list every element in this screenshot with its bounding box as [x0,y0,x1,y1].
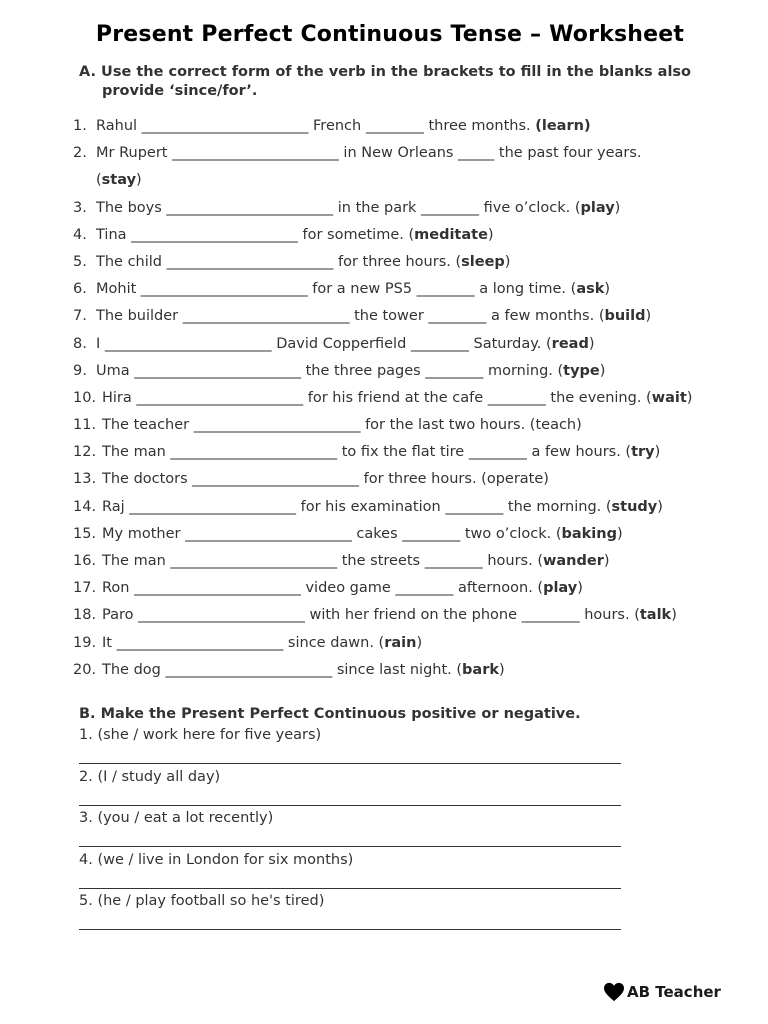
question-number: 14. [73,498,97,515]
question-verb: study [611,498,658,515]
exercise-item [79,892,639,934]
question-text: Rahul _______________________ French ________ three months. [96,118,536,134]
question-list [73,113,753,684]
question-text: The child _______________________ for three hours. ( [96,253,462,270]
question-item [73,657,753,684]
question-item [73,195,753,222]
exercise-prompt: 3. (you / eat a lot recently) [79,810,274,827]
question-text: The builder _______________________ the tower ________ a few months. ( [96,308,605,325]
question-bracket-close: ) [603,553,610,569]
exercise-item [79,726,639,768]
answer-line[interactable] [79,805,621,806]
question-item [73,602,753,629]
question-bracket-close: ) [645,308,652,325]
question-item [73,412,753,439]
question-item [73,222,753,249]
question-number: 17. [73,580,97,597]
section-a-heading [79,63,729,101]
question-text: The dog _______________________ since last night. ( [102,661,463,678]
section-a-heading-line1: A. Use the correct form of the verb in the brackets to fill in the blanks also [79,64,692,80]
question-continuation [73,167,753,194]
answer-line[interactable] [79,929,621,930]
question-bracket-close: ) [416,634,423,651]
question-number: 2. [73,145,87,162]
question-item [73,113,753,140]
question-bracket-close: ) [616,525,623,542]
exercise-b-list [79,726,639,934]
question-verb: meditate [414,226,488,243]
question-verb: play [543,580,578,597]
question-verb: play [580,199,615,216]
question-item [73,303,753,330]
question-item [73,140,753,167]
question-verb: try [631,444,655,461]
question-number: 13. [73,471,97,488]
question-item [73,439,753,466]
question-verb: sleep [461,253,505,270]
question-bracket-close: ) [604,281,611,298]
question-text: Mr Rupert _______________________ in New Orleans _____ the past four years. [96,145,642,162]
exercise-prompt: 4. (we / live in London for six months) [79,851,354,868]
answer-line[interactable] [79,846,621,847]
question-bracket-close: ) [657,498,663,515]
question-bracket-close: ) [136,172,142,189]
question-verb: baking [561,525,617,542]
footer-brand [603,982,721,1002]
question-item [73,466,753,493]
question-item [73,521,753,548]
question-item [73,276,753,303]
question-item [73,331,753,358]
question-bracket-close: ) [599,362,606,379]
question-bracket-close: ) [686,389,693,406]
question-number: 7. [73,308,87,325]
question-text: The man _______________________ the streets ________ hours. ( [102,553,543,569]
section-a-heading-line2: provide ‘since/for’. [102,83,258,99]
question-item [73,494,753,521]
question-bracket-close: ) [504,253,511,270]
question-verb: stay [101,172,137,189]
question-text: Paro _______________________ with her friend on the phone ________ hours. ( [102,607,640,624]
question-text: I _______________________ David Copperfield ________ Saturday. ( [96,335,552,352]
question-number: 19. [73,634,97,651]
question-number: 9. [73,362,87,379]
question-item [73,575,753,602]
exercise-prompt: 1. (she / work here for five years) [79,727,322,743]
question-number: 6. [73,281,87,298]
question-item [73,548,753,575]
question-verb: build [604,308,646,325]
question-number: 5. [73,253,87,270]
question-verb: read [551,335,589,352]
question-bracket-close: ) [577,580,583,597]
question-verb: rain [384,634,417,651]
question-number: 11. [73,417,97,434]
question-number: 12. [73,444,97,461]
question-text: The doctors _______________________ for three hours. (operate) [102,471,549,488]
exercise-item [79,768,639,810]
question-bracket-open: ( [96,172,102,189]
heart-icon [603,982,625,1002]
question-number: 20. [73,661,97,678]
question-number: 16. [73,553,97,569]
answer-line[interactable] [79,763,621,764]
question-verb: type [563,362,600,379]
question-verb: talk [639,607,672,624]
question-bracket-close: ) [588,335,595,352]
exercise-prompt: 5. (he / play football so he's tired) [79,893,325,910]
question-text: Raj _______________________ for his examination ________ the morning. ( [102,498,612,515]
exercise-item [79,851,639,893]
exercise-prompt: 2. (I / study all day) [79,768,221,785]
question-bracket-close: ) [671,607,677,624]
question-item [73,249,753,276]
question-text: Uma _______________________ the three pages ________ morning. ( [96,362,564,379]
question-text: Mohit _______________________ for a new PS5 ________ a long time. ( [96,281,577,298]
question-text: The boys _______________________ in the park ________ five o’clock. ( [96,199,581,216]
question-text: Tina _______________________ for sometime. ( [96,226,415,243]
brand-name: AB Teacher [627,983,721,1001]
question-text: It _______________________ since dawn. ( [102,634,385,651]
question-bracket-close: ) [654,444,661,461]
question-text: The teacher _______________________ for the last two hours. (teach) [102,417,582,434]
exercise-item [79,809,639,851]
question-number: 8. [73,335,87,352]
question-text: Hira _______________________ for his friend at the cafe ________ the evening. ( [102,389,652,406]
question-bracket-close: ) [487,226,494,243]
question-verb: ask [576,281,605,298]
question-number: 15. [73,525,97,542]
question-text: The man _______________________ to fix the flat tire ________ a few hours. ( [102,444,632,461]
question-number: 18. [73,607,97,624]
question-verb: (learn) [535,118,591,134]
question-verb: bark [462,661,500,678]
answer-line[interactable] [79,888,621,889]
question-item [73,358,753,385]
question-bracket-close: ) [499,661,505,678]
question-number: 3. [73,199,87,216]
section-b-heading: B. Make the Present Perfect Continuous positive or negative. [79,706,581,722]
question-text: Ron _______________________ video game ________ afternoon. ( [102,580,544,597]
question-item [73,630,753,657]
question-number: 1. [73,118,87,134]
question-item [73,385,753,412]
question-number: 10. [73,389,97,406]
question-text: My mother _______________________ cakes ________ two o’clock. ( [102,525,562,542]
question-bracket-close: ) [614,199,621,216]
question-number: 4. [73,226,87,243]
question-verb: wander [542,553,604,569]
question-verb: wait [651,389,687,406]
page-title: Present Perfect Continuous Tense – Worksheet [95,22,685,47]
